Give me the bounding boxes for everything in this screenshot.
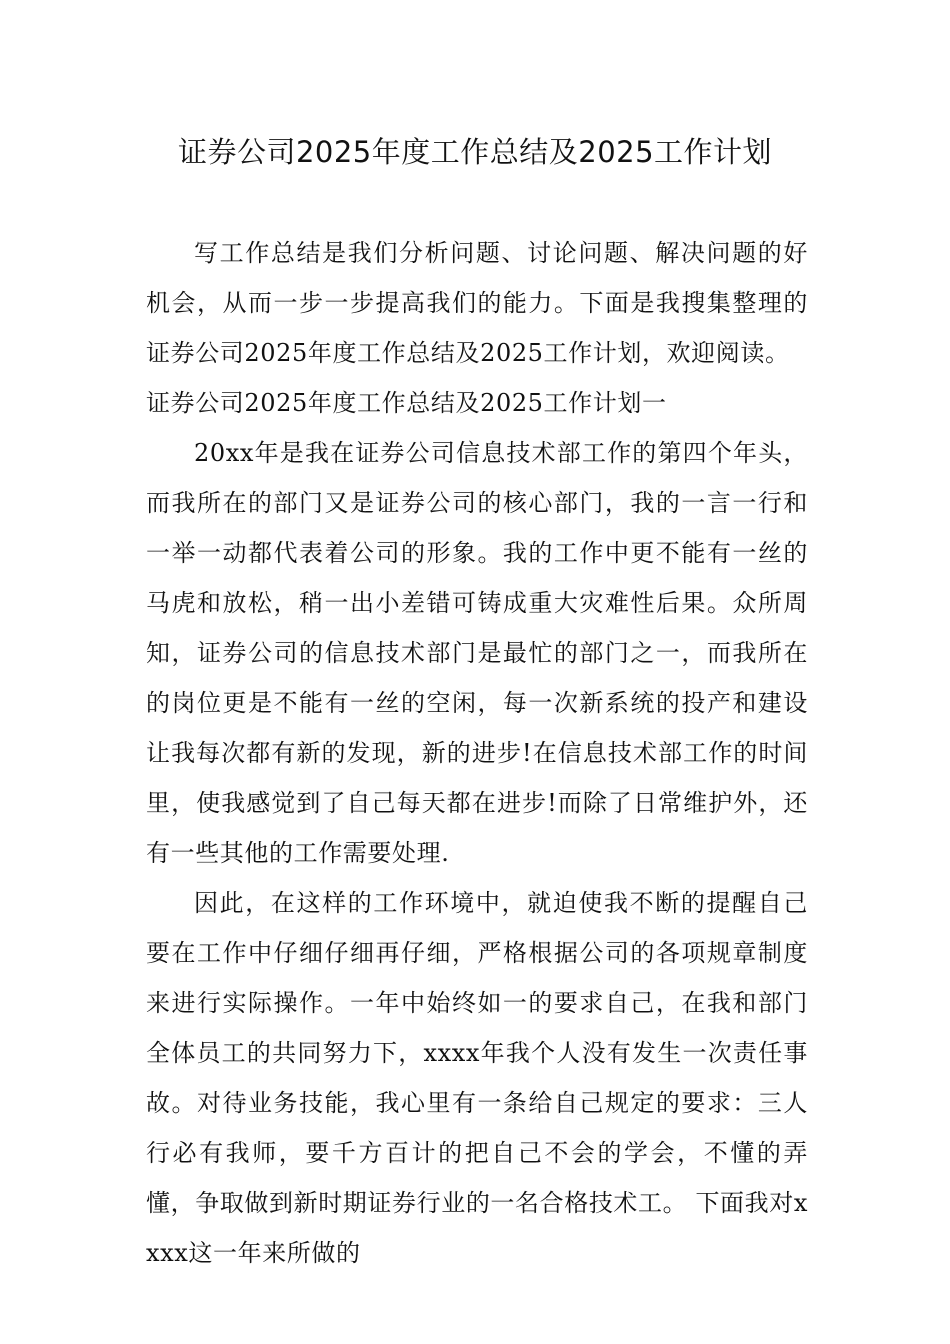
- section-heading: 证券公司2025年度工作总结及2025工作计划一: [146, 389, 667, 417]
- body-paragraph-1: 20xx年是我在证券公司信息技术部工作的第四个年头，而我所在的部门又是证券公司的核心部门，我的一言一行和一举一动都代表着公司的形象。我的工作中更不能有一丝的马虎和放松，稍一出小差错可铸成重大灾难性后果。众所周知，证券公司的信息技术部门是最忙的部门之一，而我所在的岗位更是不能有一丝的空闲，每一次新系统的投产和建设让我每次都有新的发现，新的进步!在信息技术部工作的时间里，使我感觉到了自己每天都在进步!而除了日常维护外，还有一些其他的工作需要处理.: [146, 439, 808, 867]
- intro-paragraph: 写工作总结是我们分析问题、讨论问题、解决问题的好机会，从而一步一步提高我们的能力。下面是我搜集整理的证券公司2025年度工作总结及2025工作计划，欢迎阅读。: [146, 239, 808, 367]
- document-body: [146, 228, 808, 1278]
- body-paragraph-2: 因此，在这样的工作环境中，就迫使我不断的提醒自己要在工作中仔细仔细再仔细，严格根据公司的各项规章制度来进行实际操作。一年中始终如一的要求自己，在我和部门全体员工的共同努力下，xxxx年我个人没有发生一次责任事故。对待业务技能，我心里有一条给自己规定的要求：三人行必有我师，要千方百计的把自己不会的学会，不懂的弄懂，争取做到新时期证券行业的一名合格技术工。 下面我对xxxx这一年来所做的: [146, 889, 808, 1267]
- document-title: 证券公司2025年度工作总结及2025工作计划: [177, 135, 773, 169]
